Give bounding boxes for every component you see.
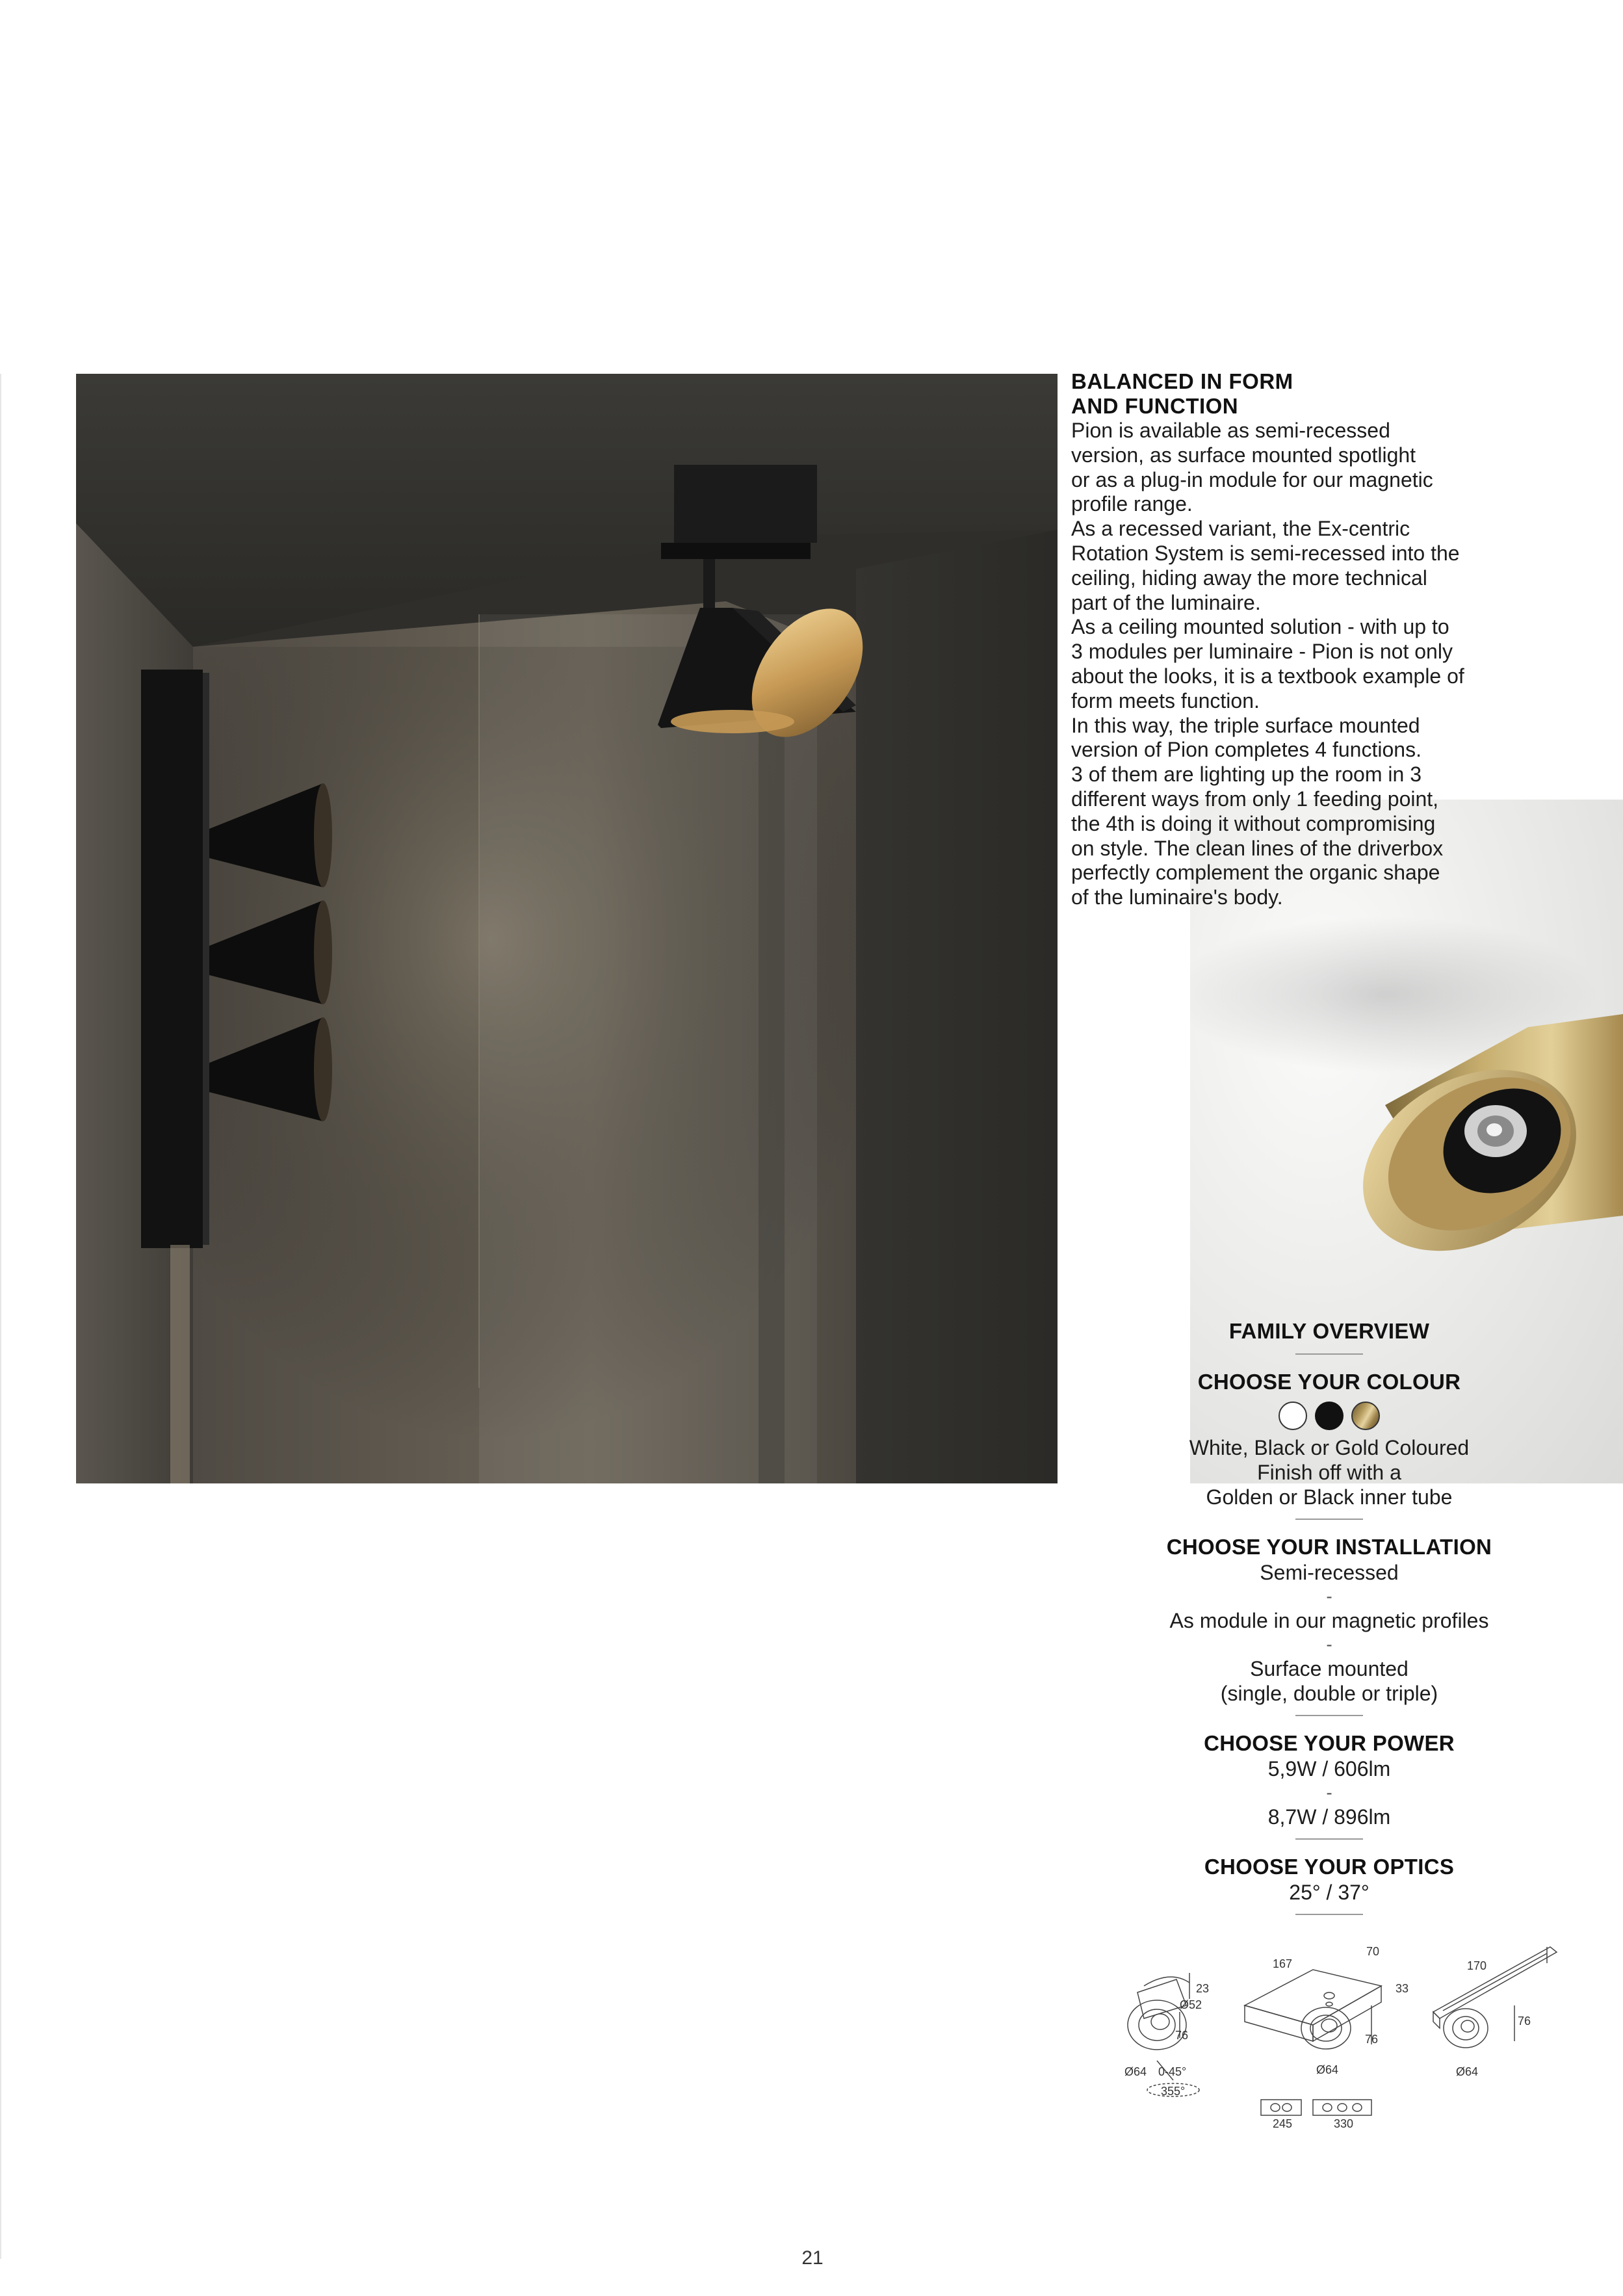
divider [1295, 1838, 1363, 1840]
dim-rotation: 355° [1161, 2085, 1186, 2098]
intro-line: version, as surface mounted spotlight [1071, 443, 1416, 467]
dim-tilt: 0-45° [1158, 2065, 1187, 2078]
colour-swatches [1105, 1402, 1553, 1430]
installation-line: Semi-recessed [1260, 1561, 1399, 1584]
divider [1295, 1353, 1363, 1355]
product-photo-main [76, 374, 1058, 1483]
installation-title: CHOOSE YOUR INSTALLATION [1166, 1535, 1492, 1559]
dim-170: 170 [1467, 1959, 1487, 1972]
intro-line: ceiling, hiding away the more technical [1071, 566, 1427, 590]
intro-line: Rotation System is semi-recessed into the [1071, 541, 1460, 565]
installation-line: Surface mounted [1250, 1657, 1409, 1680]
intro-line: different ways from only 1 feeding point, [1071, 787, 1439, 811]
dim-167: 167 [1273, 1957, 1293, 1970]
colour-line: Golden or Black inner tube [1206, 1485, 1453, 1509]
intro-heading-line2: AND FUNCTION [1071, 394, 1239, 418]
intro-line: about the looks, it is a textbook example of [1071, 664, 1464, 688]
intro-text-block [1071, 369, 1513, 910]
page-number: 21 [801, 2247, 824, 2269]
surface-drawing [1245, 1970, 1381, 2115]
intro-line: perfectly complement the organic shape [1071, 861, 1440, 885]
divider [1295, 1914, 1363, 1915]
installation-dash: - [1326, 1586, 1332, 1606]
intro-line: on style. The clean lines of the driverbox [1071, 836, 1444, 860]
power-title: CHOOSE YOUR POWER [1204, 1731, 1455, 1755]
colour-line: Finish off with a [1257, 1461, 1401, 1484]
installation-line: (single, double or triple) [1220, 1682, 1438, 1705]
family-overview-title: FAMILY OVERVIEW [1228, 1319, 1430, 1343]
power-line: 8,7W / 896lm [1267, 1805, 1391, 1829]
dim-70: 70 [1366, 1945, 1380, 1958]
dim-52: Ø52 [1180, 1998, 1202, 2011]
dim-76-surface: 76 [1365, 2033, 1379, 2046]
swatch-gold [1351, 1402, 1380, 1430]
intro-line: As a recessed variant, the Ex-centric [1071, 517, 1410, 541]
intro-line: of the luminaire's body. [1071, 885, 1283, 909]
divider [1295, 1715, 1363, 1716]
dim-23: 23 [1196, 1982, 1210, 1995]
swatch-black [1315, 1402, 1344, 1430]
dim-64-track: Ø64 [1456, 2065, 1479, 2078]
technical-drawings [1098, 1934, 1566, 2129]
intro-heading-line1: BALANCED IN FORM [1071, 369, 1293, 393]
page-edge-rule [0, 374, 1, 2259]
power-dash: - [1326, 1782, 1332, 1803]
dim-76: 76 [1175, 2029, 1189, 2042]
intro-line: 3 of them are lighting up the room in 3 [1071, 763, 1422, 787]
installation-dash: - [1326, 1634, 1332, 1654]
power-line: 5,9W / 606lm [1267, 1757, 1391, 1781]
intro-line: In this way, the triple surface mounted [1071, 713, 1420, 737]
dim-33: 33 [1396, 1982, 1409, 1995]
intro-heading [1071, 369, 1513, 419]
dim-330: 330 [1334, 2117, 1354, 2129]
intro-line: 3 modules per luminaire - Pion is not only [1071, 640, 1453, 664]
intro-line: or as a plug-in module for our magnetic [1071, 467, 1433, 491]
colour-line: White, Black or Gold Coloured [1189, 1436, 1470, 1459]
intro-line: version of Pion completes 4 functions. [1071, 738, 1422, 762]
dim-76-track: 76 [1518, 2015, 1531, 2028]
intro-line: the 4th is doing it without compromising [1071, 811, 1436, 835]
optics-line: 25° / 37° [1289, 1881, 1370, 1904]
family-overview [1105, 1318, 1553, 1929]
intro-line: form meets function. [1071, 688, 1260, 712]
swatch-white [1279, 1402, 1307, 1430]
intro-line: Pion is available as semi-recessed [1071, 419, 1390, 442]
installation-line: As module in our magnetic profiles [1169, 1609, 1489, 1632]
dim-64-surface: Ø64 [1316, 2063, 1339, 2076]
dim-64: Ø64 [1124, 2065, 1147, 2078]
optics-title: CHOOSE YOUR OPTICS [1204, 1855, 1455, 1879]
intro-line: As a ceiling mounted solution - with up to [1071, 615, 1449, 639]
divider [1295, 1519, 1363, 1520]
dim-245: 245 [1273, 2117, 1293, 2129]
colour-title: CHOOSE YOUR COLOUR [1197, 1370, 1461, 1394]
intro-line: profile range. [1071, 492, 1193, 516]
track-drawing [1433, 1947, 1557, 2048]
intro-line: part of the luminaire. [1071, 590, 1261, 614]
intro-body [1071, 419, 1513, 910]
